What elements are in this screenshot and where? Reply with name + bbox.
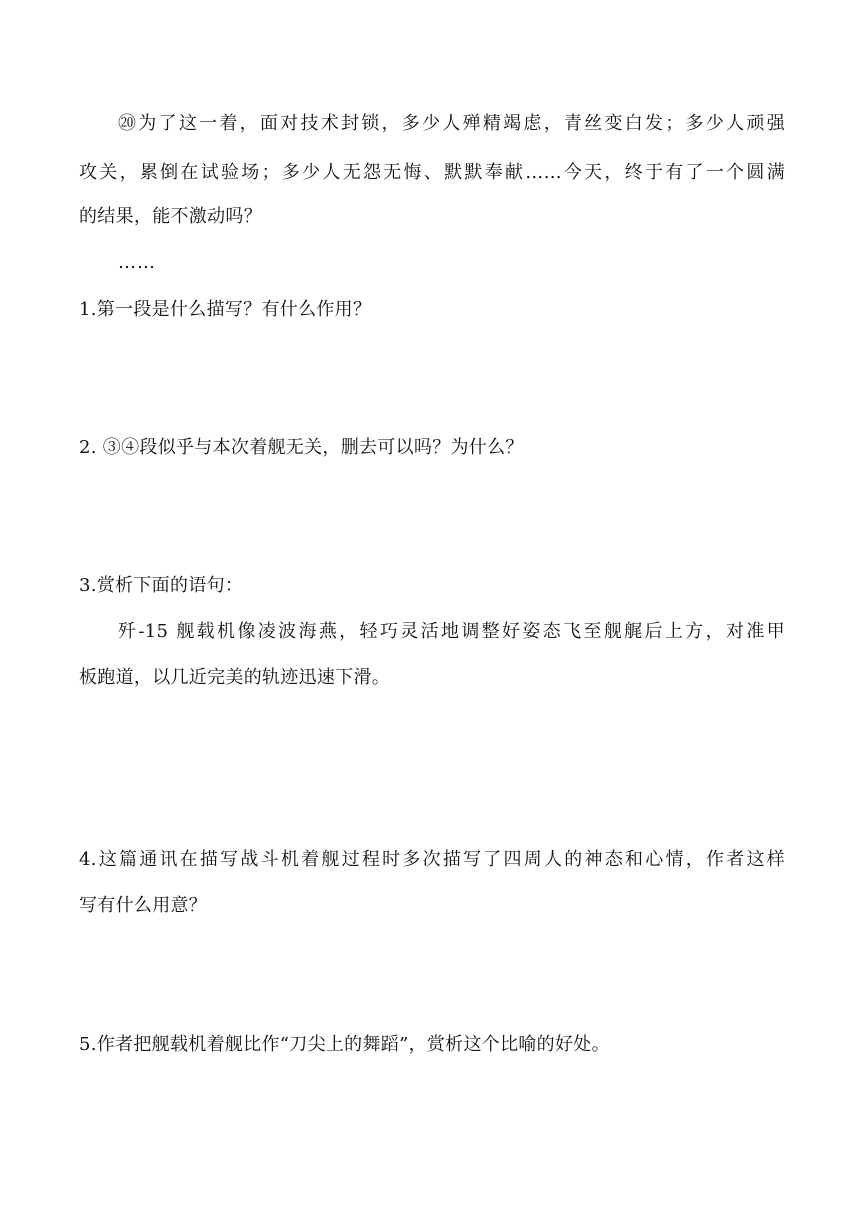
question-5: 5.作者把舰载机着舰比作“刀尖上的舞蹈”，赏析这个比喻的好处。	[79, 1034, 610, 1055]
passage-line-2: 攻关，累倒在试验场；多少人无怨无悔、默默奉献……今天，终于有了一个圆满	[79, 162, 785, 183]
question-4-line-1: 4.这篇通讯在描写战斗机着舰过程时多次描写了四周人的神态和心情，作者这样	[79, 849, 785, 870]
passage-line-3: 的结果，能不激动吗？	[79, 206, 262, 227]
question-3-quote-line-2: 板跑道，以几近完美的轨迹迅速下滑。	[79, 667, 391, 688]
question-3-title: 3.赏析下面的语句：	[79, 575, 244, 596]
question-1: 1.第一段是什么描写？有什么作用？	[79, 299, 372, 320]
question-3-quote-line-1: 歼-15 舰载机像凌波海燕，轻巧灵活地调整好姿态飞至舰艉后上方，对准甲	[118, 621, 785, 642]
question-4-line-2: 写有什么用意？	[79, 895, 208, 916]
question-2: 2. ③④段似乎与本次着舰无关，删去可以吗？为什么？	[79, 437, 524, 458]
passage-line-1: ⑳为了这一着，面对技术封锁，多少人殚精竭虑，青丝变白发；多少人顽强	[118, 113, 785, 134]
passage-ellipsis: ……	[118, 252, 156, 273]
